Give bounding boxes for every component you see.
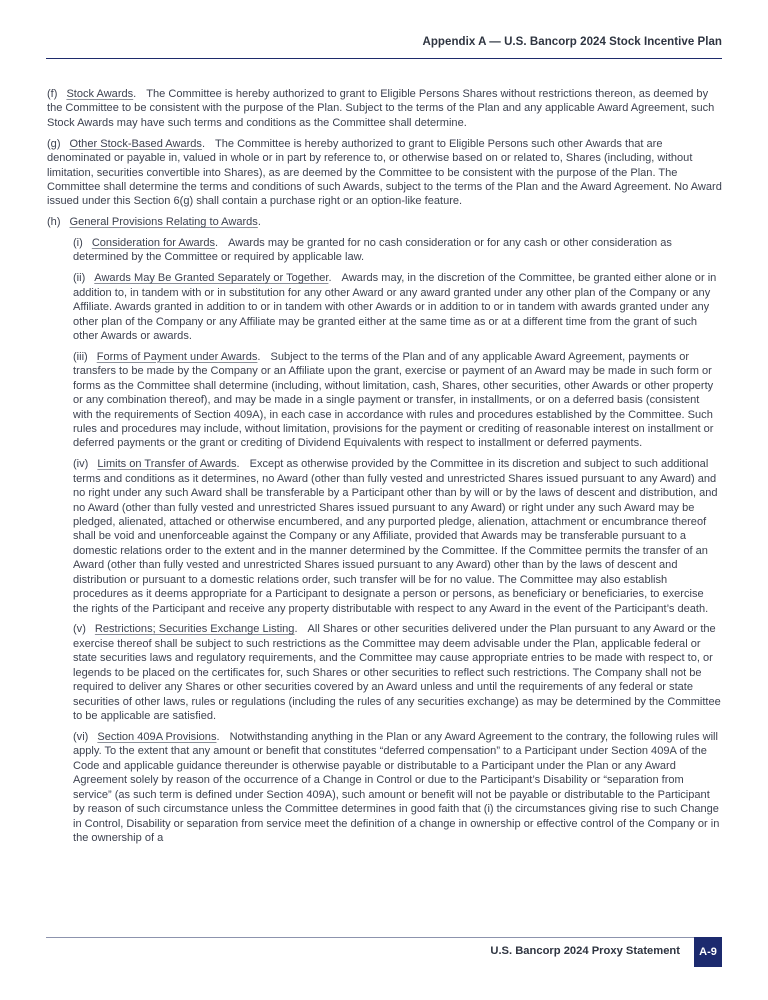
subsection-heading: Section 409A Provisions [97, 730, 217, 743]
subsection-iv: (iv) Limits on Transfer of Awards. Except as otherwise provided by the Committee in its discretion and subject to such additional terms and conditions as it determines, no Award (other than fully vested and unrestricted Shares issued pursuant to any Award) and no right under any such Award shall be transferable by a Participant other than by will or by the laws of descent and distribution, and no Award (other than fully vested and unrestricted Shares issued pursuant to any Award) or right under any such Award may be pledged, alienated, attached or otherwise encumbered, and any purported pledge, alienation, attachment or encumbrance thereof shall be void and unenforceable against the Company or any Affiliate, provided that Awards may be transferable pursuant to a domestic relations order to the extent and in the manner determined by the Committee. If the Committee permits the transfer of an Award (other than fully vested and unrestricted Shares issued pursuant to any Award) other than by the laws of descent and distribution or pursuant to a domestic relations order, such transfer will be for no value. The Committee may also establish procedures as it deems appropriate for a Participant to designate a person or persons, as beneficiary or beneficiaries, to exercise the rights of the Participant and receive any property distributable with respect to any Award in the event of the Participant’s death. [73, 458, 718, 615]
page-number: A-9 [699, 946, 717, 958]
subsection-body: All Shares or other securities delivered under the Plan pursuant to any Award or the exercise thereof shall be subject to such restrictions as the Committee may deem advisable under the Plan, applicable federal or state securities laws and regulatory requirements, and the Committee may cause appropriate entries to be made with respect to, or legends to be placed on the certificates for, such Shares or other securities to reflect such restrictions. The Company shall not be required to deliver any Shares or other securities covered by an Award unless and until the requirements of any federal or state securities of other laws, rules or regulations (including the rules of any securities exchange) as may be determined by the Committee to be applicable are satisfied. [73, 623, 721, 723]
subsection-v: (v) Restrictions; Securities Exchange Listing. All Shares or other securities delivered under the Plan pursuant to any Award or the exercise thereof shall be subject to such restrictions as the Committee may deem advisable under the Plan, applicable federal or state securities laws and regulatory requirements, and the Committee may cause appropriate entries to be made with respect to, or legends to be placed on the certificates for, such Shares or other securities to reflect such restrictions. The Company shall not be required to deliver any Shares or other securities covered by an Award unless and until the requirements of any federal or state securities of other laws, rules or regulations (including the rules of any securities exchange) as may be determined by the Committee to be applicable are satisfied. [73, 623, 721, 723]
subsection-i: (i) Consideration for Awards. Awards may be granted for no cash consideration or for any cash or other consideration as determined by the Committee or required by applicable law. [73, 236, 672, 264]
subsection-number: (v) [73, 623, 86, 636]
subsection-body: Awards may, in the discretion of the Committee, be granted either alone or in addition to, in tandem with or in substitution for any other Award or any award granted under any other plan of the Company or any Affiliate. Awards granted in addition to or in tandem with other Awards or in addition to or in tandem with awards granted under any other plan of the Company or any Affiliate may be granted either at the same time as or at a different time from the grant of such other Awards or awards. [73, 272, 717, 342]
document-body [47, 87, 722, 852]
subsection-body: Awards may be granted for no cash consideration or for any cash or other consideration as determined by the Committee or required by applicable law. [73, 236, 672, 264]
section-body: The Committee is hereby authorized to grant to Eligible Persons Shares without restrictions thereon, as deemed by the Committee to be consistent with the purpose of the Plan. Subject to the terms of the Plan and any applicable Award Agreement, such Stock Awards may have such terms and conditions as the Committee shall determine. [47, 88, 715, 129]
section-number: (f) [47, 88, 58, 100]
subsection-heading: Restrictions; Securities Exchange Listing [94, 623, 295, 636]
header-title: Appendix A — U.S. Bancorp 2024 Stock Incentive Plan [422, 36, 722, 48]
section-body: The Committee is hereby authorized to grant to Eligible Persons such other Awards that are denominated or payable in, valued in whole or in part by reference to, or otherwise based on or related to, Shares (including, without limitation, securities convertible into Shares), as are deemed by the Committee to be consistent with the purpose of the Plan. The Committee shall determine the terms and conditions of such Awards, subject to the terms of the Plan and the Award Agreement. No Award issued under this Section 6(g) shall contain a purchase right or an option-like feature. [47, 137, 722, 208]
page-number-badge [694, 937, 722, 967]
footer-title: U.S. Bancorp 2024 Proxy Statement [490, 945, 680, 957]
section-h: (h) General Provisions Relating to Awards. [47, 216, 261, 229]
subsection-body: Notwithstanding anything in the Plan or any Award Agreement to the contrary, the following rules will apply. To the extent that any amount or benefit that constitutes “deferred compensation” to a Participant under Section 409A of the Code and applicable guidance thereunder is otherwise payable or distributable to a Participant under the Plan or any Award Agreement solely by reason of the occurrence of a Change in Control or due to the Participant’s Disability or “separation from service” (as such term is defined under Section 409A), such amount or benefit will not be payable or distributable to the Participant by reason of such circumstance unless the Committee determines in good faith that (i) the circumstances giving rise to such Change in Control, Disability or separation from service meet the definition of a change in ownership or effective control of the Company or in the ownership of a [73, 730, 720, 845]
subsection-body: Except as otherwise provided by the Committee in its discretion and subject to such additional terms and conditions as it determines, no Award (other than fully vested and unrestricted Shares issued pursuant to any Award) and no right under any such Award shall be transferable by a Participant other than by will or by the laws of descent and distribution, and no Award (other than fully vested and unrestricted Shares issued pursuant to any Award) or right under any such Award may be pledged, alienated, attached or otherwise encumbered, and any purported pledge, alienation, attachment or encumbrance thereof shall be void and unenforceable against the Company or any Affiliate, provided that Awards may be transferable pursuant to a domestic relations order to the extent and in the manner determined by the Committee. If the Committee permits the transfer of an Award (other than fully vested and unrestricted Shares issued pursuant to any Award) other than by the laws of descent and distribution or pursuant to a domestic relations order, such transfer will be for no value. The Committee may also establish procedures as it deems appropriate for a Participant to designate a person or persons, as beneficiary or beneficiaries, to exercise the rights of the Participant and receive any property distributable with respect to any Award in the event of the Participant’s death. [73, 458, 718, 615]
section-g: (g) Other Stock-Based Awards. The Committee is hereby authorized to grant to Eligible Persons such other Awards that are denominated or payable in, valued in whole or in part by reference to, or otherwise based on or related to, Shares (including, without limitation, securities convertible into Shares), as are deemed by the Committee to be consistent with the purpose of the Plan. The Committee shall determine the terms and conditions of such Awards, subject to the terms of the Plan and the Award Agreement. No Award issued under this Section 6(g) shall contain a purchase right or an option-like feature. [47, 137, 722, 208]
subsection-number: (i) [73, 236, 83, 249]
subsection-number: (iii) [73, 350, 88, 363]
subsection-heading: Limits on Transfer of Awards [97, 458, 237, 471]
subsection-body: Subject to the terms of the Plan and of any applicable Award Agreement, payments or transfers to be made by the Company or an Affiliate upon the grant, exercise or payment of an Award may be made in such form or forms as the Committee shall determine (including, without limitation, cash, Shares, other securities, other Awards or other property or any combination thereof), and may be made in a single payment or transfer, in installments, or on a deferred basis (consistent with the requirements of Section 409A), in each case in accordance with rules and procedures established by the Committee. Such rules and procedures may include, without limitation, provisions for the payment or crediting of reasonable interest on installment or deferred payments or the grant or crediting of Dividend Equivalents with respect to installment or deferred payments. [73, 350, 714, 450]
subsection-number: (vi) [73, 730, 89, 743]
subsection-number: (ii) [73, 272, 86, 285]
subsection-iii: (iii) Forms of Payment under Awards. Subject to the terms of the Plan and of any applicable Award Agreement, payments or transfers to be made by the Company or an Affiliate upon the grant, exercise or payment of an Award may be made in such form or forms as the Committee shall determine (including, without limitation, cash, Shares, other securities, other Awards or other property or any combination thereof), and may be made in a single payment or transfer, in installments, or on a deferred basis (consistent with the requirements of Section 409A), in each case in accordance with rules and procedures established by the Committee. Such rules and procedures may include, without limitation, provisions for the payment or crediting of reasonable interest on installment or deferred payments or the grant or crediting of Dividend Equivalents with respect to installment or deferred payments. [73, 350, 714, 450]
section-number: (h) [47, 216, 61, 229]
footer-divider [46, 937, 722, 938]
page-header [46, 30, 722, 59]
subsection-heading: Consideration for Awards [91, 236, 216, 249]
subsection-number: (iv) [73, 458, 89, 471]
section-f: (f) Stock Awards. The Committee is hereby authorized to grant to Eligible Persons Shares without restrictions thereon, as deemed by the Committee to be consistent with the purpose of the Plan. Subject to the terms of the Plan and any applicable Award Agreement, such Stock Awards may have such terms and conditions as the Committee shall determine. [47, 88, 715, 129]
subsection-ii: (ii) Awards May Be Granted Separately or Together. Awards may, in the discretion of the Committee, be granted either alone or in addition to, in tandem with or in substitution for any other Award or any award granted under any other plan of the Company or any Affiliate. Awards granted in addition to or in tandem with other Awards or in addition to or in tandem with awards granted under any other plan of the Company or any Affiliate may be granted either at the same time as or at a different time from the grant of such other Awards or awards. [73, 272, 717, 342]
section-number: (g) [47, 137, 61, 150]
section-heading: Other Stock-Based Awards [69, 137, 202, 150]
subsection-vi: (vi) Section 409A Provisions. Notwithstanding anything in the Plan or any Award Agreement to the contrary, the following rules will apply. To the extent that any amount or benefit that constitutes “deferred compensation” to a Participant under Section 409A of the Code and applicable guidance thereunder is otherwise payable or distributable to a Participant under the Plan or any Award Agreement solely by reason of the occurrence of a Change in Control or due to the Participant’s Disability or “separation from service” (as such term is defined under Section 409A), such amount or benefit will not be payable or distributable to the Participant by reason of such circumstance unless the Committee determines in good faith that (i) the circumstances giving rise to such Change in Control, Disability or separation from service meet the definition of a change in ownership or effective control of the Company or in the ownership of a [73, 730, 720, 845]
subsection-heading: Awards May Be Granted Separately or Together [94, 272, 329, 285]
section-heading: General Provisions Relating to Awards [69, 216, 258, 229]
section-heading: Stock Awards [66, 88, 134, 100]
subsection-heading: Forms of Payment under Awards [96, 350, 258, 363]
